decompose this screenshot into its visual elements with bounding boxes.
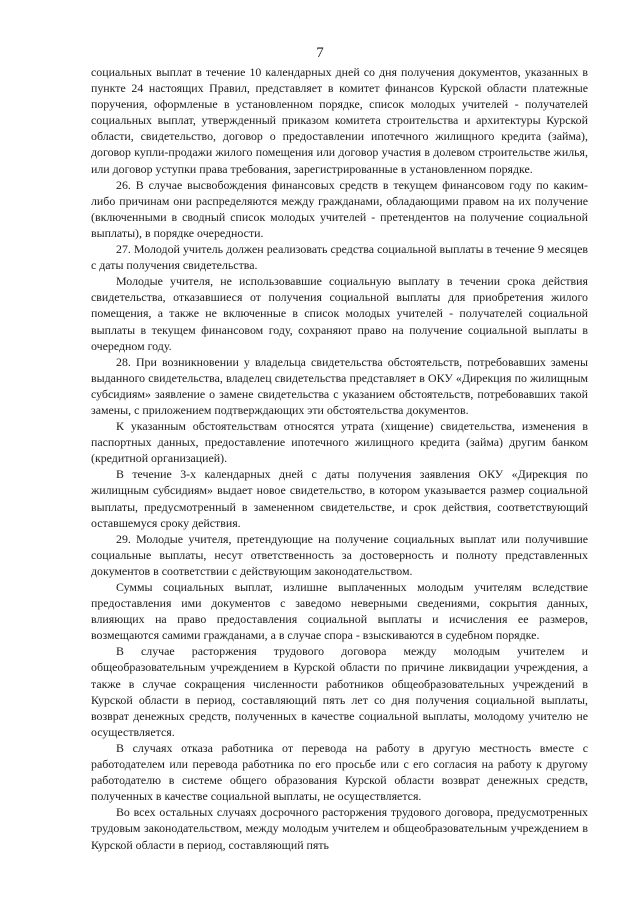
paragraph-new-certificate: В течение 3-х календарных дней с даты получения заявления ОКУ «Дирекция по жилищным субсидиям» выдает новое свидетельство, в котором указывается размер социальной выплаты, предусмотренный в замененном свидетельстве, и срок действия, соответствующий оставшемуся сроку действия. — [91, 467, 588, 530]
paragraph-26: 26. В случае высвобождения финансовых средств в текущем финансовом году по каким-либо причинам они распределяются между гражданами, обладающими правом на их получение (включенными в сводный список молодых учителей - претендентов на получение социальной выплаты), в порядке очередности. — [91, 177, 588, 240]
paragraph-29: 29. Молодые учителя, претендующие на получение социальных выплат или получившие социальные выплаты, несут ответственность за достоверность и полноту представленных документов в соответствии с действующим законодательством. — [91, 531, 588, 578]
paragraph-unused-payment: Молодые учителя, не использовавшие социальную выплату в течении срока действия свидетельства, отказавшиеся от получения социальной выплаты для приобретения жилого помещения, а также не включенные в список молодых учителей - получателей социальной выплаты в текущем финансовом году, сохраняют право на получение социальной выплаты в очередном году. — [91, 274, 588, 353]
paragraph-overpayment: Суммы социальных выплат, излишне выплаченных молодым учителям вследствие предоставления ими документов с заведомо неверными сведениями, сокрытия данных, влияющих на право предоставления социальной выплаты и исчисления ее размеров, возмещаются самими гражданами, а в случае спора - взыскиваются в судебном порядке. — [91, 580, 588, 643]
paragraph-27: 27. Молодой учитель должен реализовать средства социальной выплаты в течение 9 месяцев с даты получения свидетельства. — [91, 242, 588, 273]
paragraph-circumstances: К указанным обстоятельствам относятся утрата (хищение) свидетельства, изменения в паспортных данных, предоставление ипотечного жилищного кредита (займа) другим банком (кредитной организацией). — [91, 419, 588, 466]
document-body — [91, 64, 588, 853]
paragraph-transfer-refusal: В случаях отказа работника от перевода на работу в другую местность вместе с работодателем или перевода работника по его просьбе или с его согласия на работу к другому работодателю в системе общего образования Курской области возврат денежных средств, полученных в качестве социальной выплаты, не осуществляется. — [91, 740, 588, 804]
paragraph-28: 28. При возникновении у владельца свидетельства обстоятельств, потребовавших замены выданного свидетельства, владелец свидетельства представляет в ОКУ «Дирекция по жилищным субсидиям» заявление о замене свидетельства с указанием обстоятельств, потребовавших такой замены, с приложением подтверждающих эти обстоятельства документов. — [91, 354, 588, 417]
paragraph-early-termination: Во всех остальных случаях досрочного расторжения трудового договора, предусмотренных трудовым законодательством, между молодым учителем и общеобразовательным учреждением в Курской области в период, составляющий пять — [91, 805, 588, 852]
page-number: 7 — [316, 45, 324, 61]
paragraph-continuation: социальных выплат в течение 10 календарных дней со дня получения документов, указанных в пункте 24 настоящих Правил, представляет в комитет финансов Курской области платежные поручения, оформленые в установленном порядке, список молодых учителей - получателей социальных выплат, утвержденный приказом комитета строительства и архитектуры Курской области, свидетельство, договор о предоставлении ипотечного жилищного кредита (займа), договор купли-продажи жилого помещения или договор участия в долевом строительстве жилья, или договор уступки права требования, зарегистрированные в установленном порядке. — [91, 65, 588, 176]
paragraph-liquidation: В случае расторжения трудового договора между молодым учителем и общеобразовательным учреждением в Курской области по причине ликвидации учреждения, а также в случае сокращения численности работников общеобразовательных учреждений в Курской области в период, составляющий пять лет со дня получения социальной выплаты, возврат денежных средств, полученных в качестве социальной выплаты, молодому учителю не осуществляется. — [91, 644, 588, 739]
